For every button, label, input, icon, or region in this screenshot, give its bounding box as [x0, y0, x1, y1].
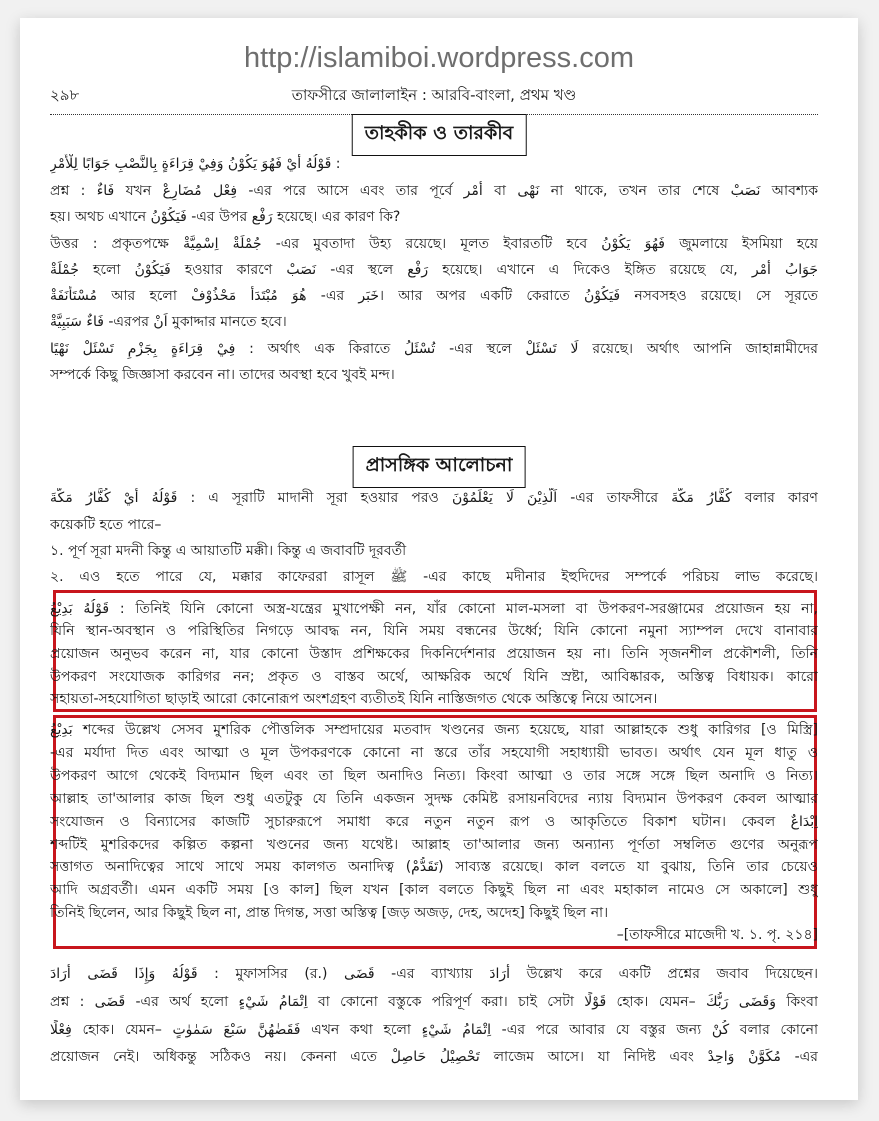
box2-text-line: –[তাফসীরে মাজেদী খ. ১. পৃ. ২১৪]	[616, 927, 818, 943]
section1-text-line: উত্তর : প্রকৃতপক্ষে جُمْلَةْ اِسْمِيَّةْ -এর মুবতাদা উহ্য রয়েছে। মূলত ইবারতটি হবে فَهُوَ يَكُوْنُ জুমলায়ে ইসমিয়া হয়ে	[50, 236, 818, 252]
box2-text-line: بَدِيْعُ শব্দের উল্লেখ সেসব মুশরিক পৌত্তলিক সম্প্রদায়ের মতবাদ খণ্ডনের জন্য হয়েছে, যারা আল্লাহকে শুধু কারিগর [ও মিস্ত্রি]	[50, 722, 818, 738]
section3-text-line: فِعْلًا হোক। যেমন– فَقَضٰهُنَّ سَبْعَ سَمٰوٰتٍ এখন কথা হলো اِتْمَامُ شَيْءٍ -এর পরে আবার যে বস্তুর জন্য كُنْ বলার কোনো	[50, 1022, 818, 1038]
section1-text-line: সম্পর্কে কিছু জিজ্ঞাসা করবেন না। তাদের অবস্থা হবে খুবই মন্দ।	[50, 367, 395, 383]
section2-text-line: ১. পূর্ণ সূরা মদনী কিন্তু এ আয়াতটি মক্কী। কিন্তু এ জবাবটি দূরবর্তী	[50, 543, 407, 559]
box2-text-line: -এর মর্যাদা দিত এবং আত্মা ও মূল উপকরণকে কোনো না স্তরে তাঁর সহযোগী সহাধ্যায়ী ভাবত। অর্থাৎ যেন মূল ধাতু ও	[50, 745, 818, 761]
box2-text-line: শব্দটিই মুশরিকদের কল্পিত কল্পনা খণ্ডনের জন্য যথেষ্ট। আল্লাহ তা'আলার জন্য অন্যান্য পূর্ণতা সম্বলিত গুণের অনুরূপ	[50, 837, 818, 853]
section2-text-line: কয়েকটি হতে পারে–	[50, 517, 162, 533]
running-header	[50, 84, 818, 108]
scanned-page	[20, 18, 858, 1100]
book-title: তাফসীরে জালালাইন : আরবি-বাংলা, প্রথম খণ্ড	[291, 86, 577, 104]
box2-text-line: আদি অগ্রবর্তী। এমন একটি সময় [ও কাল] ছিল যখন [কাল বলতে কিছুই ছিল না এবং মহাকাল নামেও সে অকালে] শুধু	[50, 882, 818, 898]
section-heading-tahqiq: তাহকীক ও তারকীব	[352, 114, 527, 156]
box1-text-line: প্রয়োজন অনুভব করেন না, যার কোনো উস্তাদ প্রশিক্ষকের দিকনির্দেশনার প্রয়োজন হয় না। তিনি সৃজনশীল প্রকৌশলী, তিনি	[50, 646, 818, 662]
section1-text-line: প্রশ্ন : فَاءٌ যখন فِعْل مُضَارِعْ -এর পরে আসে এবং তার পূর্বে أَمْر বা نَهْى না থাকে, তখন তার শেষে نَصَبْ আবশ্যক	[50, 183, 818, 199]
section3-text-line: প্রয়োজন নেই। অধিকন্তু সঠিকও নয়। কেননা এতে تَحْصِيْلُ حَاصِلْ লাজেম আসে। যা নিদিষ্ট এবং مُكَوَّنْ وَاحِدْ -এর	[50, 1049, 818, 1065]
box2-text-line: উপকরণ আগে থেকেই বিদ্যমান ছিল এবং তা ছিল অনাদিও নিত্য। কিংবা আত্মা ও তার সঙ্গে সঙ্গে ছিল অনাদি ও নিত্য।	[50, 768, 818, 784]
box1-text-line: যিনি স্থান-অবস্থান ও পরিস্থিতির নিগড়ে আবদ্ধ নন, যিনি সময় বন্ধনের উর্ধ্বে; যিনি কোনো নমুনা স্যাম্পল দেখে বানাবার	[50, 623, 818, 639]
section-heading-prasangik: প্রাসঙ্গিক আলোচনা	[353, 446, 526, 488]
section2-text-line: قَوْلُهُ أَيْ كُفَّارُ مَكَّةَ : এ সূরাটি মাদানী সূরা হওয়ার পরও اَلَّذِيْنَ لَا يَعْلَمُوْنَ -এর তাফসীরে كُفَّارُ مَكَّةَ বলার কারণ	[50, 490, 818, 506]
section3-text-line: প্রশ্ন : قَضَى -এর অর্থ হলো اِتْمَامُ شَيْءٍ বা কোনো বস্তুকে পরিপূর্ণ করা। চাই সেটা قَوْلًا হোক। যেমন– وَقَضَى رَبُّكَ কিংবা	[50, 994, 818, 1010]
section3-text-line: قَوْلُهُ وَإِذَا قَضَى أَرَادَ : মুফাসসির (র.) قَضَى -এর ব্যাখ্যায় أَرَادَ উল্লেখ করে একটি প্রশ্নের জবাব দিয়েছেন।	[50, 966, 818, 982]
box2-text-line: সংযোজন ও বিন্যাসের কাজটি সুচারুরূপে সমাধা করে নতুন নতুন রূপ ও আকৃতিতে বিকাশ ঘটান। কেবল اِبْدَاعٌ	[50, 814, 818, 830]
box2-text-line: সত্তাগত অনাদিত্বের সাথে সাথে সময় কালগত অনাদিত্ব (تَقَدُّمْ) সাব্যস্ত রয়েছে। কাল বলতে যা বুঝায়, তিনি তার চেয়েও	[50, 859, 818, 875]
section1-text-line: مُسْتَأْنَفَةْ আর হলো هُوَ مُبْتَدَأْ مَحْذُوْفْ -এর خَبَر। আর অপর একটি কেরাতে فَيَكُوْنُ নসবসহও রয়েছে। সে সূরতে	[50, 288, 818, 304]
section1-text-line: হয়। অথচ এখানে فَيَكُوْنُ -এর উপর رَفْع হয়েছে। এর কারণ কি?	[50, 209, 401, 225]
watermark-url: http://islamiboi.wordpress.com	[243, 42, 635, 74]
section1-text-line: فِيْ قِرَاءَةٍ بِجَزْمِ تَسْئَلْ نَهْيًا : অর্থাৎ এক কিরাতে تُسْئَلُ -এর স্থলে لَا تَسْئَلْ রয়েছে। অর্থাৎ আপনি জাহান্নামীদের	[50, 341, 818, 357]
box1-text-line: উপকরণ সংযোজক কারিগর নন; প্রকৃত ও বাস্তব অর্থে, আক্ষরিক অর্থে যিনি স্রষ্টা, আবিষ্কারক, অস্তিত্ব বিধায়ক। কারো	[50, 669, 818, 685]
box1-text-line: قَوْلُهُ بَدِيْعُ : তিনিই যিনি কোনো অস্ত্র-যন্ত্রের মুখাপেক্ষী নন, যাঁর কোনো মাল-মসলা বা উপকরণ-সরঞ্জামের প্রয়োজন হয় না,	[50, 601, 818, 617]
section2-text-line: ২. এও হতে পারে যে, মক্কার কাফেররা রাসূল ﷺ -এর কাছে মদীনার ইহুদিদের সম্পর্কে পরিচয় লাভ করেছে।	[50, 569, 818, 585]
section1-text-line: فَاءٌ سَبَبِيَّةْ -এরপর اَنْ মুকাদ্দার মানতে হবে।	[50, 314, 287, 330]
box2-text-line: তিনিই ছিলেন, আর কিছুই ছিল না, প্রান্ত দিগন্ত, সত্তা অস্তিত্ব [জড় অজড়, দেহ, অদেহ] কিছুই ছিল না।	[50, 905, 609, 921]
section1-text-line: قَوْلُهُ أَيْ فَهُوَ يَكُوْنُ وَفِيْ قِرَاءَةٍ بِالنَّصْبِ جَوَابًا لِلْأَمْرِ :	[50, 156, 341, 172]
section1-text-line: جُمْلَةْ হলো فَيَكُوْنُ হওয়ার কারণে نَصَبْ -এর স্থলে رَفْع হয়েছে। এখানে এ দিকেও ইঙ্গিত রয়েছে যে, جَوَابُ أَمْر	[50, 262, 818, 278]
box2-text-line: আল্লাহ তা'আলার কাজ ছিল শুধু এতটুকু যে তিনি একজন সুদক্ষ কেমিষ্ট রসায়নবিদের ন্যায় বিদ্যমান উপকরণ কেবল আত্মার	[50, 791, 818, 807]
box1-text-line: সহায়তা-সহযোগিতা ছাড়াই আরো কোনোরূপ অংশগ্রহণ ব্যতীতই যিনি নাস্তিজগত থেকে অস্তিত্বে নিয়ে আসেন।	[50, 691, 658, 707]
page-number: ২৯৮	[50, 86, 80, 104]
